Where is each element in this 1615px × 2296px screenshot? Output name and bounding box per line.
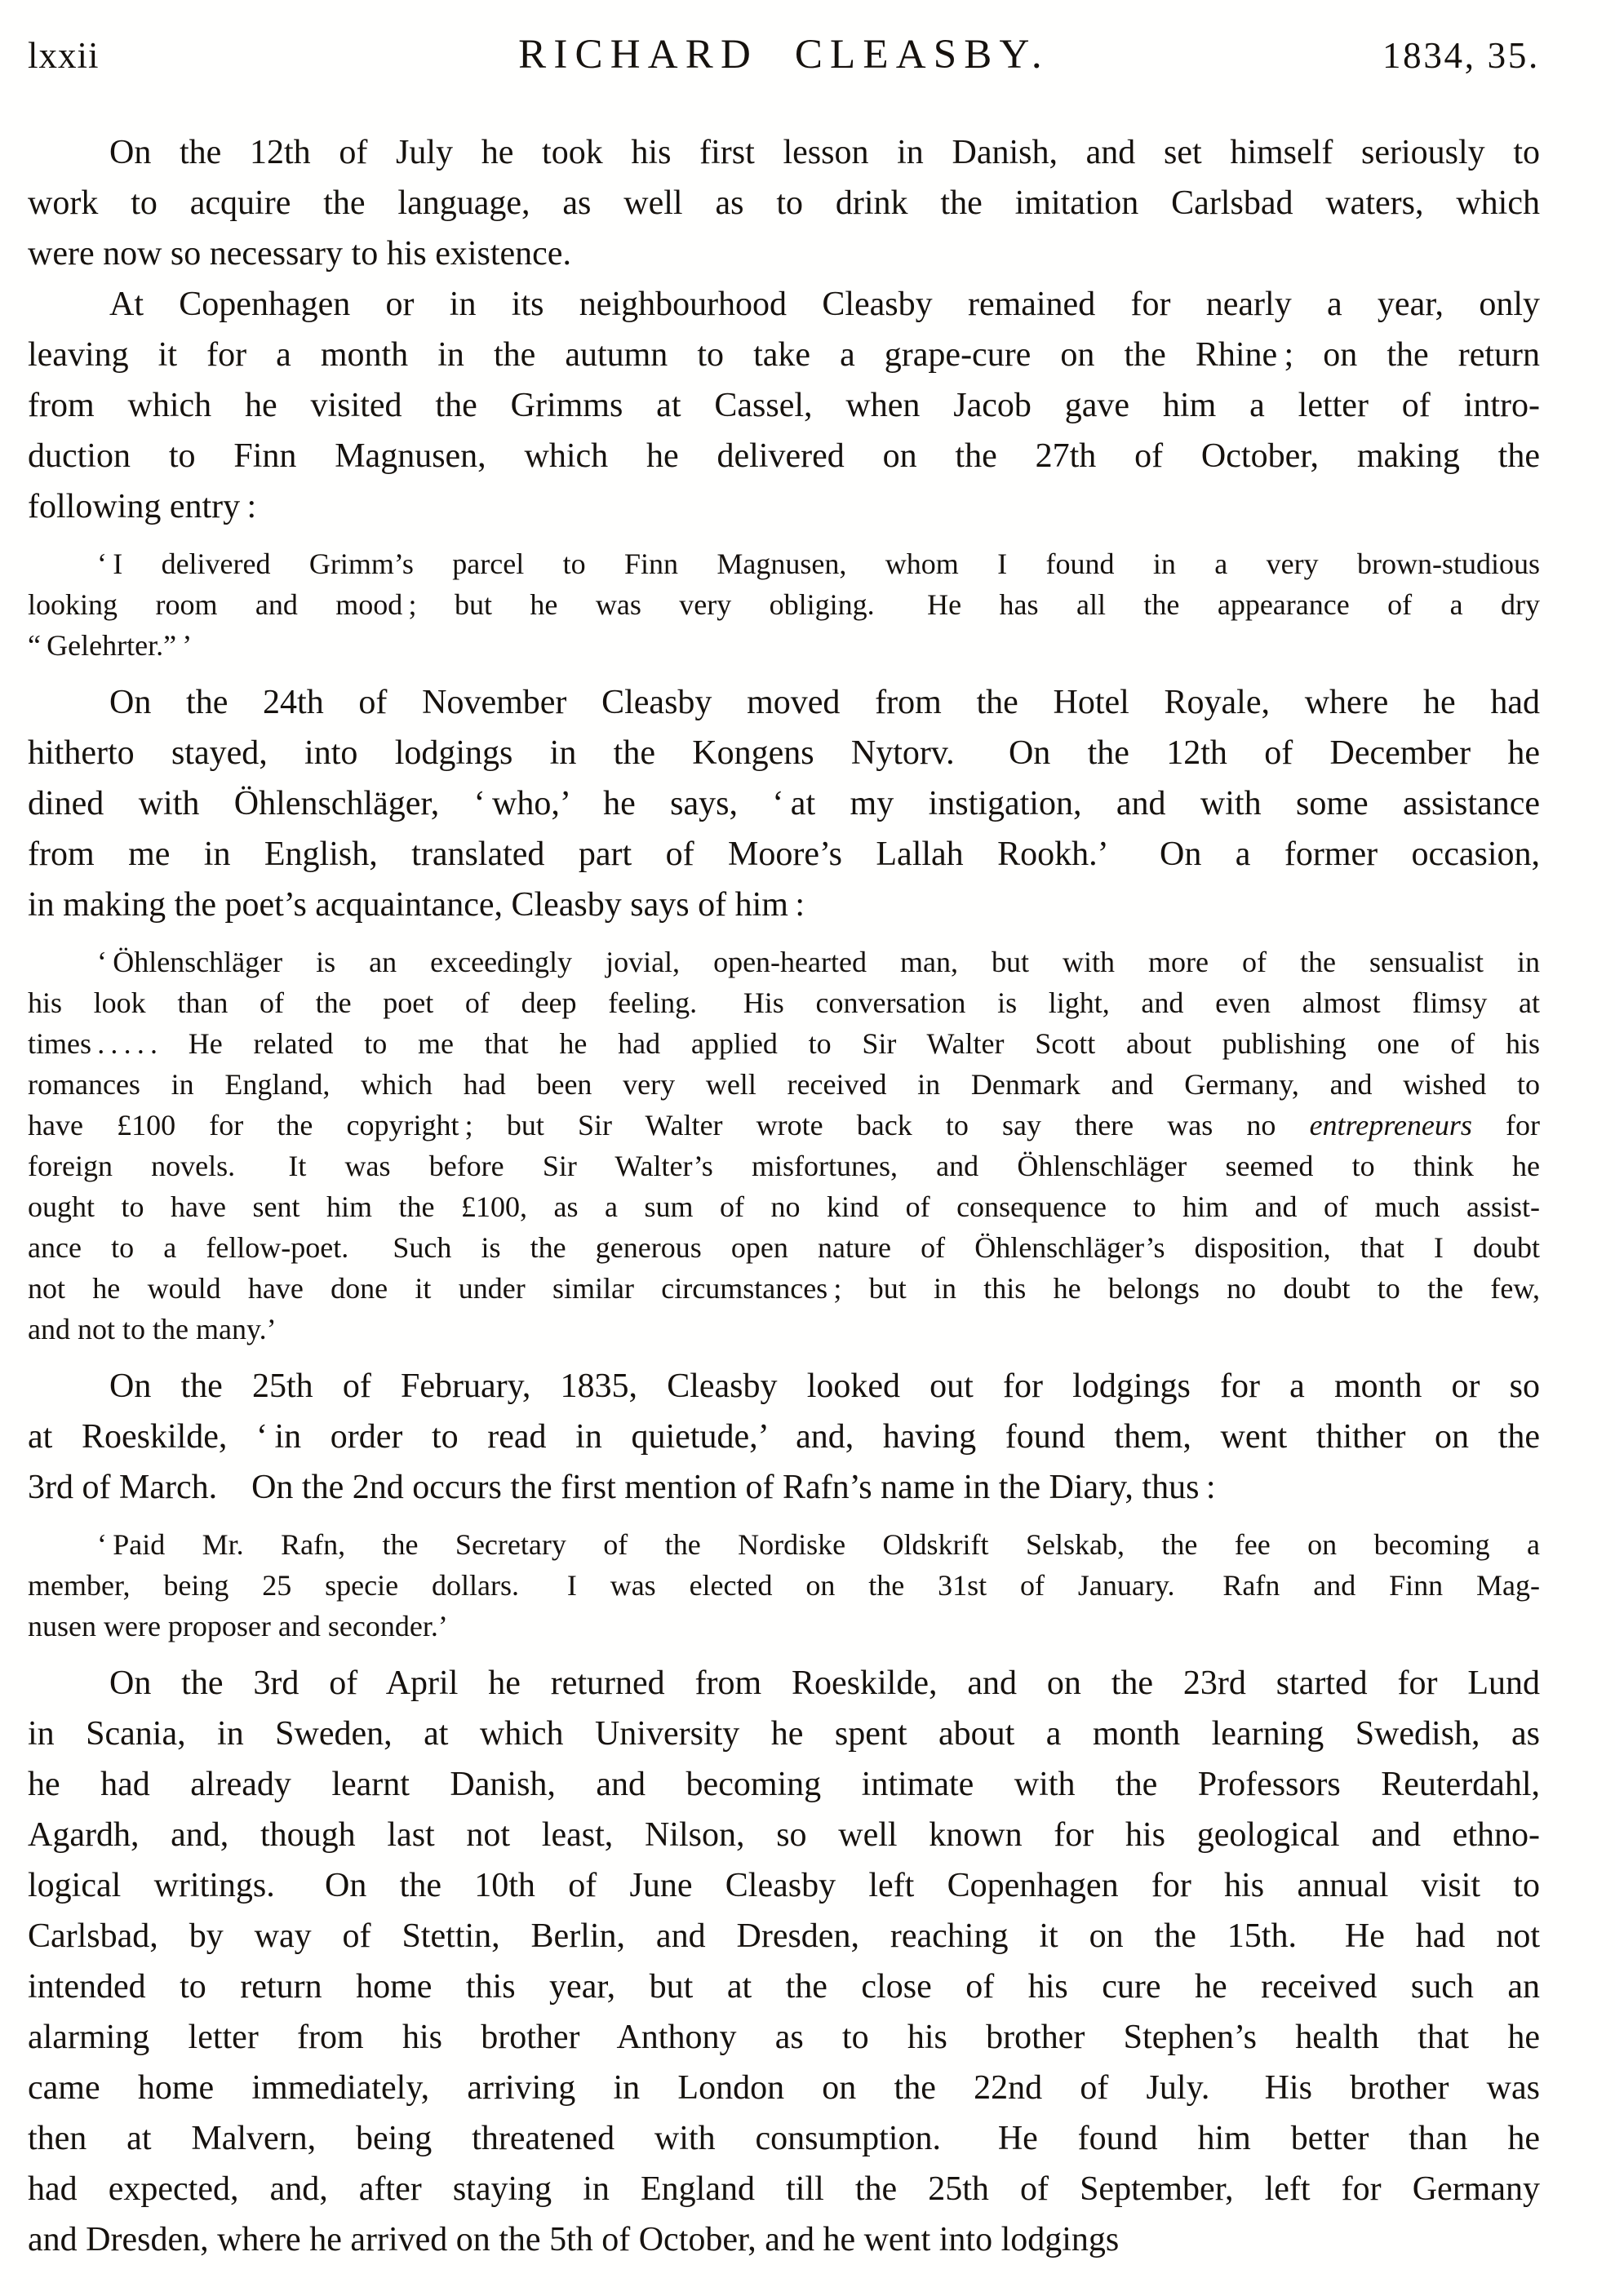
body-paragraph	[28, 279, 1540, 532]
text-line: following entry :	[28, 488, 257, 525]
text-line: times . . . . . He related to me that he had applied to Sir Walter Scott about publishing one of his	[28, 1027, 1540, 1060]
text-line: he had already learnt Danish, and becoming intimate with the Professors Reuterdahl,	[28, 1766, 1540, 1803]
text-line: ‘ Öhlenschläger is an exceedingly jovial, open-hearted man, but with more of the sensualist in	[97, 946, 1540, 978]
text-line: foreign novels. It was before Sir Walter’s misfortunes, and Öhlenschläger seemed to think he	[28, 1150, 1540, 1182]
text-line: On the 3rd of April he returned from Roeskilde, and on the 23rd started for Lund	[109, 1664, 1540, 1702]
italic-text: entrepreneurs	[1309, 1109, 1472, 1141]
text-line: nusen were proposer and seconder.’	[28, 1610, 448, 1642]
text-line: ‘ Paid Mr. Rafn, the Secretary of the Nordiske Oldskrift Selskab, the fee on becoming a	[97, 1528, 1540, 1561]
text-line: On the 24th of November Cleasby moved from the Hotel Royale, where he had	[109, 684, 1540, 721]
text-line: dined with Öhlenschläger, ‘ who,’ he says, ‘ at my instigation, and with some assistance	[28, 785, 1540, 822]
text-line: in Scania, in Sweden, at which University he spent about a month learning Swedish, as	[28, 1715, 1540, 1753]
page-header	[28, 31, 1540, 78]
text-line: member, being 25 specie dollars. I was elected on the 31st of January. Rafn and Finn Mag-	[28, 1569, 1540, 1602]
body-paragraph	[28, 1658, 1540, 2265]
body-paragraph	[28, 1361, 1540, 1513]
text-line: and Dresden, where he arrived on the 5th of October, and he went into lodgings	[28, 2221, 1120, 2258]
text-line: “ Gelehrter.” ’	[28, 629, 193, 662]
text-line: had expected, and, after staying in England till the 25th of September, left for Germany	[28, 2170, 1540, 2208]
text-line: ought to have sent him the £100, as a sum of no kind of consequence to him and of much assist-	[28, 1190, 1540, 1223]
text-line: On the 25th of February, 1835, Cleasby looked out for lodgings for a month or so	[109, 1367, 1540, 1405]
text-line: looking room and mood ; but he was very obliging. He has all the appearance of a dry	[28, 588, 1540, 621]
running-title: RICHARD CLEASBY.	[518, 32, 1049, 78]
body-paragraph	[28, 127, 1540, 279]
text-line: ance to a fellow-poet. Such is the generous open nature of Öhlenschläger’s disposition, that I doubt	[28, 1231, 1540, 1264]
text-line: alarming letter from his brother Anthony as to his brother Stephen’s health that he	[28, 2019, 1540, 2056]
text-line: were now so necessary to his existence.	[28, 235, 571, 273]
text-line: romances in England, which had been very well received in Denmark and Germany, and wished to	[28, 1068, 1540, 1101]
text-line: At Copenhagen or in its neighbourhood Cleasby remained for nearly a year, only	[109, 286, 1540, 323]
text-line: hitherto stayed, into lodgings in the Kongens Nytorv. On the 12th of December he	[28, 734, 1540, 772]
text-line: his look than of the poet of deep feeling. His conversation is light, and even almost flimsy at	[28, 986, 1540, 1019]
text-block	[28, 127, 1540, 2265]
text-line: duction to Finn Magnusen, which he delivered on the 27th of October, making the	[28, 437, 1540, 475]
quote-paragraph	[28, 942, 1540, 1350]
text-line: Carlsbad, by way of Stettin, Berlin, and Dresden, reaching it on the 15th. He had not	[28, 1917, 1540, 1955]
folio-number: lxxii	[28, 35, 100, 76]
quote-paragraph	[28, 1524, 1540, 1647]
year-range: 1834, 35.	[1382, 35, 1540, 76]
text-line: from me in English, translated part of Moore’s Lallah Rookh.’ On a former occasion,	[28, 836, 1540, 873]
text-line: have £100 for the copyright ; but Sir Walter wrote back to say there was no entrepreneurs for	[28, 1109, 1540, 1141]
text-line: 3rd of March. On the 2nd occurs the first mention of Rafn’s name in the Diary, thus :	[28, 1469, 1216, 1506]
text-line: Agardh, and, though last not least, Nilson, so well known for his geological and ethno-	[28, 1816, 1540, 1854]
quote-paragraph	[28, 543, 1540, 666]
text-line: logical writings. On the 10th of June Cleasby left Copenhagen for his annual visit to	[28, 1867, 1540, 1904]
text-line: ‘ I delivered Grimm’s parcel to Finn Magnusen, whom I found in a very brown-studious	[97, 547, 1540, 580]
text-line: and not to the many.’	[28, 1313, 277, 1345]
text-line: work to acquire the language, as well as to drink the imitation Carlsbad waters, which	[28, 184, 1540, 222]
text-line: came home immediately, arriving in London on the 22nd of July. His brother was	[28, 2069, 1540, 2107]
text-line: from which he visited the Grimms at Cassel, when Jacob gave him a letter of intro-	[28, 387, 1540, 424]
text-line: in making the poet’s acquaintance, Cleasby says of him :	[28, 886, 805, 924]
text-line: intended to return home this year, but at the close of his cure he received such an	[28, 1968, 1540, 2006]
body-paragraph	[28, 677, 1540, 930]
text-line: On the 12th of July he took his first lesson in Danish, and set himself seriously to	[109, 134, 1540, 171]
text-line: not he would have done it under similar circumstances ; but in this he belongs no doubt to the few,	[28, 1272, 1540, 1305]
text-line: at Roeskilde, ‘ in order to read in quietude,’ and, having found them, went thither on the	[28, 1418, 1540, 1456]
text-line: leaving it for a month in the autumn to take a grape-cure on the Rhine ; on the return	[28, 336, 1540, 374]
text-line: then at Malvern, being threatened with consumption. He found him better than he	[28, 2120, 1540, 2157]
